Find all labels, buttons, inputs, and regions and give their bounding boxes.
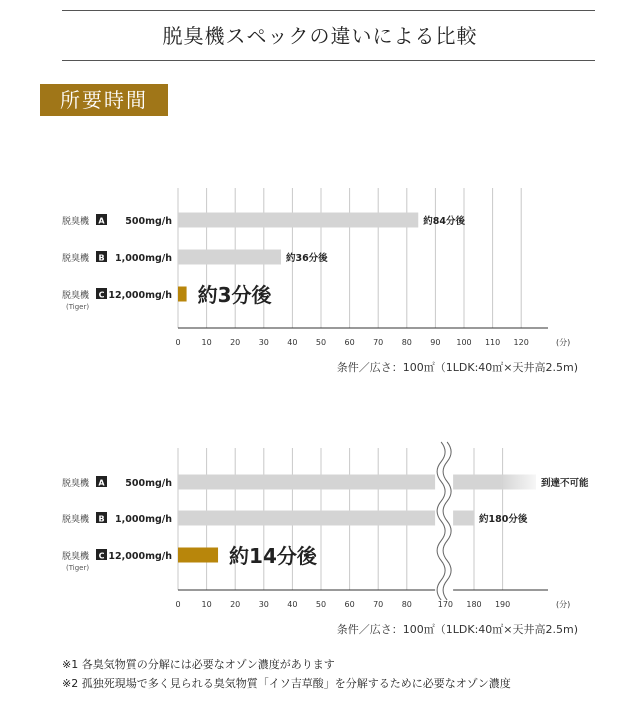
chart2-badge-label: B xyxy=(98,514,105,524)
chart2-row-machine: 脱臭機 xyxy=(62,552,90,562)
chart1-tick-label: 120 xyxy=(513,338,529,347)
chart2-badge-label: C xyxy=(98,551,105,561)
chart1-row-machine: 脱臭機 xyxy=(62,217,90,227)
page-title: 脱臭機スペックの違いによる比較 xyxy=(162,24,478,48)
chart1-tick-label: 60 xyxy=(344,338,355,347)
chart1-tick-label: 0 xyxy=(175,338,181,347)
chart1-tick-label: 50 xyxy=(315,338,327,347)
section-label: 所要時間 xyxy=(40,84,168,116)
chart2-tick-label: 50 xyxy=(315,600,327,609)
chart1-tick-label: 80 xyxy=(401,338,412,347)
chart2-bar xyxy=(178,511,474,526)
chart2-row-spec: 1,000mg/h xyxy=(115,514,172,525)
chart1-bar xyxy=(178,250,281,265)
chart1-title-text: オゾン濃度 1ppm 到達時間の比較 xyxy=(76,149,294,166)
chart1-tick-label: 10 xyxy=(201,338,212,347)
chart2-value-label: 到達不可能 xyxy=(541,478,589,489)
chart1-tick-label: 90 xyxy=(430,338,441,347)
chart1-badge-label: C xyxy=(98,290,105,300)
chart1-title-note: ※1 xyxy=(297,149,311,159)
chart2-tick-label: 190 xyxy=(494,600,511,609)
chart1-value-label: 約84分後 xyxy=(423,216,465,227)
chart1-row-machine: 脱臭機 xyxy=(62,254,90,264)
chart2-row-spec: 12,000mg/h xyxy=(108,551,172,562)
chart2-unit-label: (分) xyxy=(556,600,571,609)
chart2-row-machine: 脱臭機 xyxy=(62,515,90,525)
chart2-badge-label: A xyxy=(98,478,105,488)
chart2-tick-label: 60 xyxy=(344,600,355,609)
chart1-row-sub: (Tiger) xyxy=(66,303,90,311)
chart2-row-spec: 500mg/h xyxy=(125,478,172,489)
chart1-unit-label: (分) xyxy=(556,338,571,347)
chart1-tick-label: 20 xyxy=(230,338,241,347)
chart2-tick-label: 70 xyxy=(373,600,384,609)
chart1-row-spec: 1,000mg/h xyxy=(115,253,172,264)
chart1-condition: 条件／広さ：100㎡（1LDK:40㎡×天井高2.5m) xyxy=(336,361,578,374)
chart2-title-text: オゾン濃度 5ppm 到達時間の比較 xyxy=(76,408,294,425)
chart1-tick-label: 70 xyxy=(373,338,384,347)
chart1-tick-label: 40 xyxy=(287,338,298,347)
chart2-tick-label: 20 xyxy=(230,600,241,609)
chart2-condition: 条件／広さ：100㎡（1LDK:40㎡×天井高2.5m) xyxy=(336,623,578,636)
chart1-tick-label: 100 xyxy=(456,338,472,347)
chart1-bar xyxy=(178,213,418,228)
footnote-2: ※2 孤独死現場で多く見られる臭気物質「イソ吉草酸」を分解するために必要なオゾン濃度 xyxy=(62,677,511,690)
chart1-row-machine: 脱臭機 xyxy=(62,291,90,301)
chart1-tick-label: 110 xyxy=(484,338,501,347)
chart2-row-sub: (Tiger) xyxy=(66,564,90,572)
chart1-bar xyxy=(178,287,187,302)
chart1-row-spec: 500mg/h xyxy=(125,216,172,227)
chart1-tick-label: 30 xyxy=(258,338,269,347)
chart2-title-note: ※2 xyxy=(297,408,311,418)
chart2-tick-label: 170 xyxy=(437,600,454,609)
chart1-value-label: 約36分後 xyxy=(285,253,328,264)
chart2-tick-label: 30 xyxy=(258,600,269,609)
chart1-row-spec: 12,000mg/h xyxy=(108,290,172,301)
chart2-value-label: 約14分後 xyxy=(229,544,317,568)
chart1-value-label: 約3分後 xyxy=(197,283,272,307)
chart2-tick-label: 0 xyxy=(175,600,181,609)
chart2-row-machine: 脱臭機 xyxy=(62,479,90,489)
chart2-bar xyxy=(178,548,218,563)
chart2-bar xyxy=(178,475,536,490)
chart2-tick-label: 40 xyxy=(287,600,298,609)
chart2-tick-label: 10 xyxy=(201,600,212,609)
chart2-tick-label: 80 xyxy=(401,600,412,609)
footnote-1: ※1 各臭気物質の分解には必要なオゾン濃度があります xyxy=(62,658,335,671)
chart1-badge-label: B xyxy=(98,253,105,263)
chart2-value-label: 約180分後 xyxy=(479,514,528,525)
chart2-tick-label: 180 xyxy=(466,600,482,609)
chart1-badge-label: A xyxy=(98,216,105,226)
